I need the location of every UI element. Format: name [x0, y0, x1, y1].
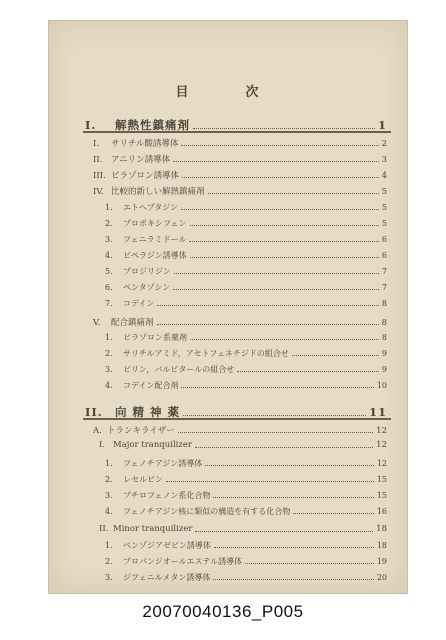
dot-leader: [193, 121, 375, 128]
dot-leader: [293, 509, 374, 514]
page-title: 目 次: [175, 85, 281, 100]
dot-leader: [183, 408, 366, 415]
toc-entry-page-number: 12: [376, 440, 387, 450]
toc-entry-page-number: 15: [376, 491, 387, 500]
toc-entry-number: 1.: [105, 203, 113, 212]
toc-entry-number: 2.: [105, 219, 113, 228]
table-of-contents: [49, 21, 407, 593]
toc-entry-page-number: 19: [376, 557, 387, 566]
toc-entry: [105, 458, 387, 469]
toc-entry-page-number: 5: [381, 203, 387, 212]
toc-entry-label: プロジリジン: [123, 267, 171, 276]
toc-entry-number: II.: [93, 155, 103, 165]
toc-entry-number: II.: [85, 405, 103, 419]
toc-entry: [99, 524, 387, 534]
toc-entry-label: トランキライザー: [107, 426, 175, 436]
toc-entry: [105, 202, 387, 213]
toc-entry-number: 3.: [105, 491, 113, 500]
toc-entry-label: エトヘプタジン: [123, 203, 178, 212]
toc-entry-label: Major tranquilizer: [113, 440, 192, 450]
toc-entry: [105, 540, 387, 551]
toc-entry-label: ピリン，バルビタールの組合せ: [123, 365, 235, 374]
toc-entry-number: 3.: [105, 235, 113, 244]
dot-leader: [173, 285, 379, 290]
toc-entry: [105, 218, 387, 229]
toc-entry: [105, 298, 387, 309]
toc-entry: [105, 490, 387, 501]
toc-entry-page-number: 7: [381, 267, 387, 276]
toc-entry: [105, 332, 387, 343]
toc-entry: [93, 185, 387, 197]
toc-entry: [105, 572, 387, 583]
toc-entry-label: プロポキシフェン: [123, 219, 187, 228]
toc-entry-number: V.: [93, 318, 101, 328]
toc-entry: [93, 153, 387, 165]
toc-entry-page-number: 10: [376, 381, 387, 390]
toc-entry-label: ジフェニルメタン誘導体: [123, 573, 211, 582]
toc-entry-page-number: 20: [376, 573, 387, 582]
dot-leader: [205, 461, 374, 466]
toc-entry-label: プロパンジオールエステル誘導体: [123, 557, 243, 566]
toc-entry-label: サリチルアミド，アセトフェネチジドの組合せ: [123, 349, 289, 358]
toc-entry-page-number: 8: [381, 318, 387, 328]
toc-entry-page-number: 4: [381, 171, 387, 181]
dot-leader: [214, 543, 374, 548]
dot-leader: [181, 140, 378, 146]
toc-entry: [105, 364, 387, 375]
toc-entry-label: 配合鎮痛剤: [111, 318, 154, 328]
dot-leader: [292, 351, 379, 356]
toc-entry-label: アニリン誘導体: [111, 155, 171, 165]
document-page: [48, 20, 408, 594]
dot-leader: [182, 172, 379, 178]
toc-entry-label: コデイン配合剤: [123, 381, 179, 390]
toc-entry: [93, 316, 387, 328]
toc-entry-page-number: 18: [376, 524, 387, 534]
toc-entry-number: I.: [85, 118, 97, 132]
section-divider: [83, 131, 391, 133]
toc-entry-label: 解熱性鎮痛剤: [115, 118, 190, 132]
toc-entry: [93, 169, 387, 181]
toc-entry-page-number: 15: [376, 475, 387, 484]
dot-leader: [213, 575, 373, 580]
toc-entry-label: 向 精 神 薬: [115, 405, 181, 419]
toc-entry-number: 4.: [105, 251, 113, 260]
dot-leader: [178, 427, 373, 433]
toc-entry-number: 1.: [105, 459, 113, 468]
toc-entry: [105, 282, 387, 293]
toc-entry-number: A.: [93, 426, 102, 436]
dot-leader: [195, 442, 373, 448]
toc-entry-page-number: 1: [377, 118, 387, 132]
toc-entry-number: 3.: [105, 573, 113, 582]
toc-entry: [105, 556, 387, 567]
toc-entry-page-number: 12: [376, 426, 387, 436]
toc-entry-number: 5.: [105, 267, 113, 276]
dot-leader: [190, 253, 379, 258]
dot-leader: [157, 301, 378, 306]
toc-entry-label: 比較的新しい解熱鎮痛剤: [111, 187, 205, 197]
toc-entry-page-number: 8: [381, 333, 387, 342]
dot-leader: [181, 205, 379, 210]
toc-entry-label: ベンゾジアゼピン誘導体: [123, 541, 211, 550]
toc-entry: [99, 440, 387, 450]
dot-leader: [190, 221, 379, 226]
toc-entry-page-number: 7: [381, 283, 387, 292]
toc-entry-page-number: 12: [376, 459, 387, 468]
toc-entry-label: ピラゾロン誘導体: [111, 171, 180, 181]
toc-entry-page-number: 5: [381, 187, 387, 197]
toc-entry: [105, 348, 387, 359]
toc-entry-number: II.: [99, 524, 109, 534]
toc-entry-page-number: 8: [381, 299, 387, 308]
dot-leader: [245, 559, 374, 564]
toc-entry-number: I.: [93, 139, 100, 149]
toc-entry-label: ピペラジン誘導体: [123, 251, 187, 260]
toc-entry: [93, 424, 387, 436]
toc-entry: [105, 474, 387, 485]
toc-entry-page-number: 5: [381, 219, 387, 228]
dot-leader: [181, 383, 373, 388]
toc-entry-number: 2.: [105, 349, 113, 358]
toc-entry-label: ブチロフェノン系化合物: [123, 491, 211, 500]
dot-leader: [195, 526, 373, 532]
toc-entry: [105, 234, 387, 245]
toc-entry-label: レセルピン: [123, 475, 163, 484]
toc-entry-number: 4.: [105, 381, 113, 390]
toc-entry-number: 2.: [105, 557, 113, 566]
toc-entry-page-number: 6: [381, 251, 387, 260]
toc-entry-number: 1.: [105, 333, 113, 342]
dot-leader: [208, 188, 379, 194]
toc-entry-number: 7.: [105, 299, 113, 308]
toc-entry: [105, 250, 387, 261]
toc-entry-label: サリチル酸誘導体: [111, 139, 179, 149]
toc-entry: [93, 137, 387, 149]
dot-leader: [189, 237, 378, 242]
toc-entry-page-number: 11: [368, 405, 387, 419]
toc-entry: [105, 380, 387, 391]
toc-entry: [105, 506, 387, 517]
toc-entry-page-number: 16: [376, 507, 387, 516]
dot-leader: [213, 493, 373, 498]
toc-entry-number: 4.: [105, 507, 113, 516]
toc-entry-page-number: 3: [381, 155, 387, 165]
toc-entry-label: コデイン: [123, 299, 155, 308]
toc-entry-label: Minor tranquilizer: [113, 524, 193, 534]
dot-leader: [190, 335, 379, 340]
toc-entry-number: IV.: [93, 187, 104, 197]
toc-entry-number: 3.: [105, 365, 113, 374]
toc-entry-label: フェノチアジン核に類似の構造を有する化合物: [123, 507, 291, 516]
toc-entry-label: フェニラミドール: [123, 235, 187, 244]
toc-entry: [105, 266, 387, 277]
toc-entry-number: 1.: [105, 541, 113, 550]
image-caption: 20070040136_P005: [142, 602, 304, 621]
toc-entry-number: 2.: [105, 475, 113, 484]
toc-entry-number: I.: [99, 440, 106, 450]
toc-entry-page-number: 6: [381, 235, 387, 244]
toc-entry-page-number: 9: [381, 349, 387, 358]
toc-entry-number: 6.: [105, 283, 113, 292]
toc-entry-page-number: 2: [381, 139, 387, 149]
toc-entry-number: III.: [93, 171, 106, 181]
toc-entry-page-number: 9: [381, 365, 387, 374]
dot-leader: [166, 477, 374, 482]
dot-leader: [157, 319, 379, 325]
section-divider: [83, 418, 391, 420]
dot-leader: [174, 269, 379, 274]
toc-entry-label: ピラゾロン系薬剤: [123, 333, 187, 342]
toc-entry-label: フェノチアジン誘導体: [123, 459, 203, 468]
toc-entry-page-number: 18: [376, 541, 387, 550]
dot-leader: [173, 156, 379, 162]
dot-leader: [237, 367, 379, 372]
toc-entry-label: ペンタゾシン: [123, 283, 171, 292]
